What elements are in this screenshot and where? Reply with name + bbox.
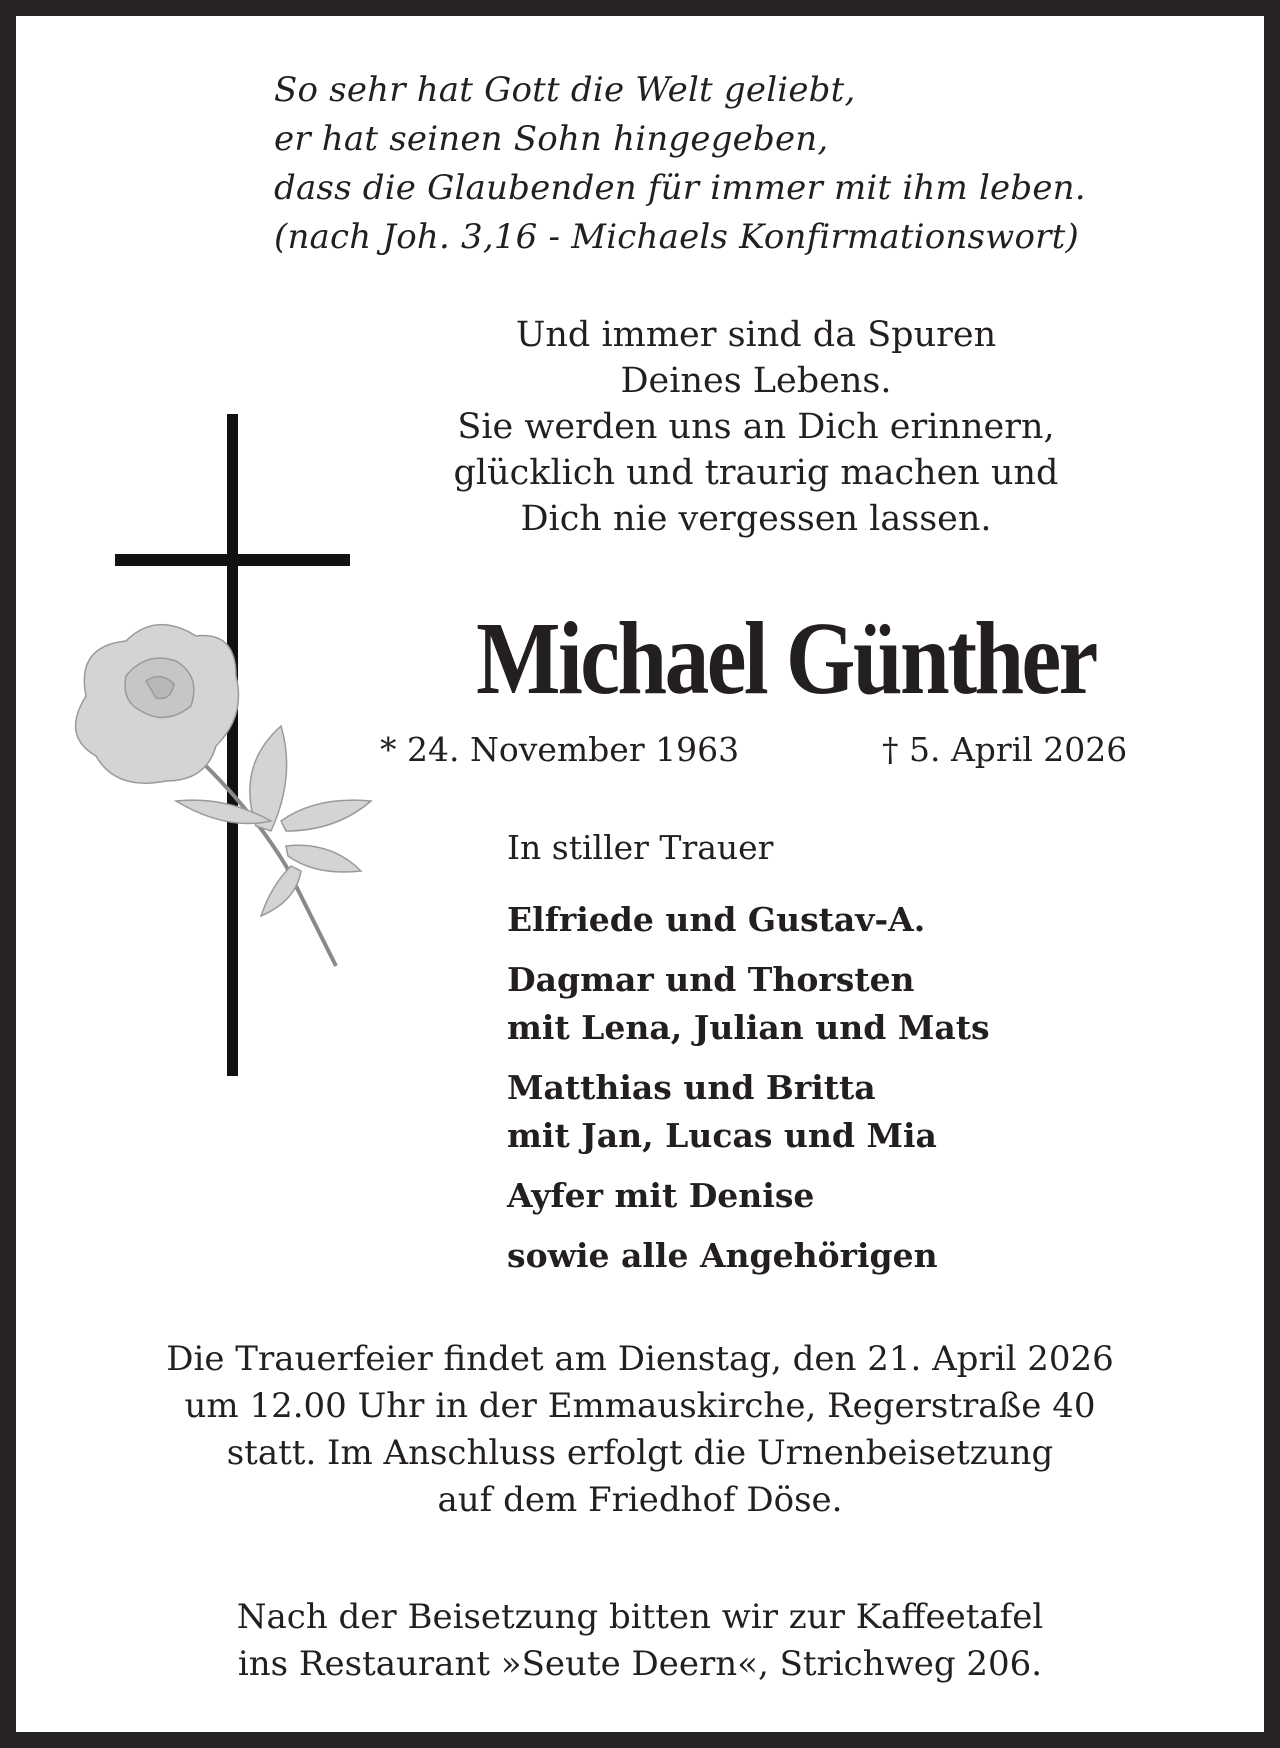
obituary-notice — [16, 16, 1264, 1732]
poem-line: Deines Lebens. — [620, 361, 892, 401]
verse-line: er hat seinen Sohn hingegeben, — [274, 119, 829, 159]
reception-details — [16, 1594, 1264, 1688]
family-line: mit Jan, Lucas und Mia — [507, 1116, 937, 1155]
family-list — [507, 896, 990, 1292]
reception-line: ins Restaurant »Seute Deern«, Strichweg 206. — [237, 1644, 1043, 1684]
funeral-line: um 12.00 Uhr in der Emmauskirche, Regerstraße 40 — [184, 1386, 1096, 1426]
birth-date: * 24. November 1963 — [380, 730, 740, 769]
funeral-line: statt. Im Anschluss erfolgt die Urnenbeisetzung — [226, 1433, 1054, 1473]
reception-line: Nach der Beisetzung bitten wir zur Kaffeetafel — [236, 1597, 1044, 1637]
poem-line: Sie werden uns an Dich erinnern, — [457, 407, 1055, 447]
verse-line: So sehr hat Gott die Welt geliebt, — [274, 70, 856, 110]
poem-line: Dich nie vergessen lassen. — [520, 499, 992, 539]
poem-line: glücklich und traurig machen und — [453, 453, 1059, 493]
funeral-line: Die Trauerfeier findet am Dienstag, den 21. April 2026 — [166, 1339, 1114, 1379]
cross-icon-horizontal-beam — [115, 554, 350, 566]
memorial-poem — [376, 312, 1136, 542]
verse-line: (nach Joh. 3,16 - Michaels Konfirmationswort) — [274, 217, 1079, 257]
mourning-label: In stiller Trauer — [507, 828, 774, 867]
funeral-line: auf dem Friedhof Döse. — [437, 1480, 843, 1520]
family-group — [507, 896, 990, 944]
family-line: mit Lena, Julian und Mats — [507, 1008, 990, 1047]
family-line: Elfriede und Gustav-A. — [507, 900, 926, 939]
funeral-details — [16, 1336, 1264, 1524]
deceased-name: Michael Günther — [476, 601, 1096, 716]
rose-icon — [56, 616, 416, 996]
family-group — [507, 1172, 990, 1220]
family-line: Dagmar und Thorsten — [507, 960, 915, 999]
bible-verse — [274, 66, 1086, 262]
verse-line: dass die Glaubenden für immer mit ihm leben. — [274, 168, 1086, 208]
family-group — [507, 1064, 990, 1160]
poem-line: Und immer sind da Spuren — [515, 315, 997, 355]
family-group — [507, 1232, 990, 1280]
family-line: sowie alle Angehörigen — [507, 1236, 938, 1275]
family-line: Matthias und Britta — [507, 1068, 876, 1107]
family-line: Ayfer mit Denise — [507, 1176, 815, 1215]
death-date: † 5. April 2026 — [882, 730, 1128, 769]
family-group — [507, 956, 990, 1052]
